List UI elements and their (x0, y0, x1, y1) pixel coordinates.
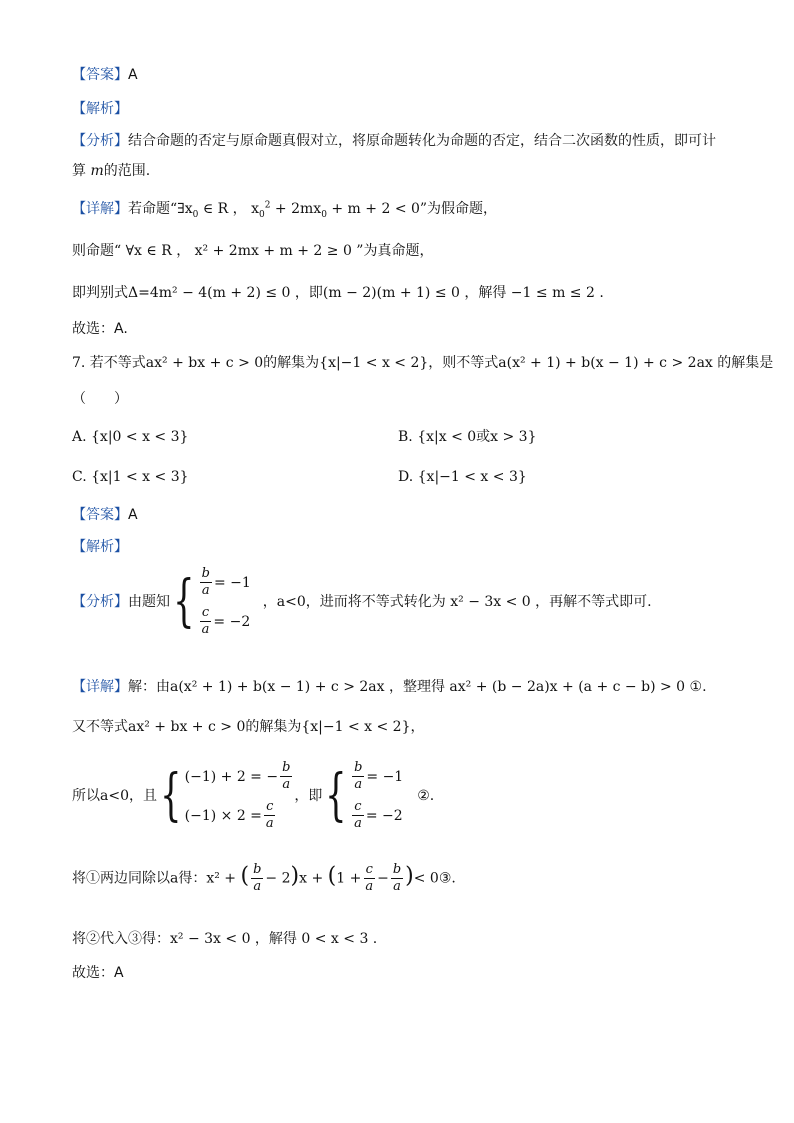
frac-den: a (365, 879, 374, 894)
fenxi-tag: 【分析】 (72, 594, 128, 610)
fenxi-line-7 (72, 566, 652, 638)
substitute-line: 将②代入③得：x² − 3x < 0 ，解得 0 < x < 3 . (72, 931, 378, 947)
answer-value: A (128, 507, 138, 523)
frac-den: a (201, 583, 210, 598)
option-b-text: {x|x < 0或x > 3} (417, 429, 537, 445)
answer-value: A (128, 67, 138, 83)
choice-line-7: 故选：A (72, 965, 124, 981)
system-3 (350, 760, 403, 832)
option-d (398, 466, 527, 488)
analysis-tag: 【解析】 (72, 539, 128, 555)
option-d-text: {x|−1 < x < 3} (417, 469, 527, 485)
sys2-row2-lhs: (−1) × 2 = (184, 807, 262, 824)
option-c-text: {x|1 < x < 3} (91, 469, 189, 485)
frac-num: b (201, 566, 210, 581)
option-b (398, 426, 537, 448)
frac-num: c (365, 862, 373, 877)
frac-den: a (201, 622, 210, 637)
sys1-row2-rhs: = −2 (213, 613, 251, 630)
option-a (72, 426, 188, 448)
frac-den: a (265, 816, 274, 831)
fenxi-text: 结合命题的否定与原命题真假对立，将原命题转化为命题的否定，结合二次函数的性质，即可计 (128, 133, 716, 149)
solution-set-line: 又不等式ax² + bx + c > 0的解集为{x|−1 < x < 2}， (72, 719, 425, 735)
xiangjie-tag: 【详解】 (72, 679, 128, 695)
divide-minus: − (377, 870, 389, 887)
answer-line-7 (72, 504, 138, 526)
left-brace: { (173, 569, 195, 634)
option-d-label: D. (398, 469, 414, 485)
xiangjie-text: 解：由a(x² + 1) + b(x − 1) + c > 2ax ，整理得 ax² + (b − 2a)x + (a + c − b) > 0 ①. (128, 679, 707, 695)
q7-stem-blank: （ ） (72, 391, 128, 407)
suoyi-pre: 所以a<0，且 (72, 788, 157, 804)
fenxi-text-cont: 算 (72, 163, 86, 179)
option-c-label: C. (72, 469, 87, 485)
option-b-label: B. (398, 429, 413, 445)
frac-num: c (201, 605, 210, 620)
sys1-row1-rhs: = −1 (213, 574, 251, 591)
frac-den: a (282, 777, 291, 792)
xiangjie-part-a: 若命题“∃x (128, 201, 193, 217)
ji-text: ，即 (294, 788, 323, 804)
frac-num: b (354, 760, 363, 775)
divide-pre: 将①两边同除以a得：x² + (72, 870, 241, 887)
fenxi-pre: 由题知 (128, 594, 170, 610)
frac-num: c (266, 799, 274, 814)
frac-den: a (354, 816, 362, 831)
divide-mid1: − 2 (265, 870, 291, 887)
option-c (72, 466, 189, 488)
xiangjie-line-7 (72, 676, 707, 698)
frac-den: a (354, 777, 363, 792)
xiangjie-part-b: ∈ R ， x (198, 201, 259, 217)
frac-num: b (253, 862, 262, 877)
q7-stem: 7. 若不等式ax² + bx + c > 0的解集为{x|−1 < x < 2}，则不等式a(x² + 1) + b(x − 1) + c > 2ax 的解集是 (72, 355, 774, 371)
analysis-tag: 【解析】 (72, 101, 128, 117)
frac-den: a (253, 879, 262, 894)
frac-den: a (393, 879, 401, 894)
suoyi-line (72, 760, 434, 832)
divide-line: 将①两边同除以a得：x² + ( $\frac{b}{a}$ − 2)x + (1 + $\frac{c}{a}$ − $\frac{b}{a}$ )< 0③. (72, 862, 456, 894)
analysis-heading-6 (72, 98, 128, 120)
system-1 (198, 566, 251, 638)
answer-tag: 【答案】 (72, 67, 128, 83)
xiangjie-tag: 【详解】 (72, 201, 128, 217)
answer-tag: 【答案】 (72, 507, 128, 523)
answer-line-6 (72, 64, 138, 86)
system-2 (185, 760, 295, 832)
fenxi-tag: 【分析】 (72, 133, 128, 149)
fenxi-line-6b (72, 160, 150, 182)
choice-line-6: 故选：A. (72, 321, 128, 337)
fenxi-text-end: 的范围. (103, 163, 151, 179)
frac-num: b (392, 862, 402, 877)
fenxi-post: ，a<0，进而将不等式转化为 x² − 3x < 0 ，再解不等式即可. (262, 594, 652, 610)
option-a-text: {x|0 < x < 3} (91, 429, 189, 445)
xiangjie-part-c: + 2mx (270, 201, 322, 217)
sys2-row1-lhs: (−1) + 2 = − (184, 768, 279, 785)
frac-num: c (354, 799, 362, 814)
sys3-row2-rhs: = −2 (365, 807, 403, 824)
circle-two: ②. (417, 788, 435, 804)
analysis-heading-7 (72, 536, 128, 558)
frac-num: b (282, 760, 291, 775)
line-discriminant: 即判别式Δ=4m² − 4(m + 2) ≤ 0 ，即(m − 2)(m + 1) ≤ 0 ，解得 −1 ≤ m ≤ 2 . (72, 285, 604, 301)
xiangjie-line-6: 【详解】若命题“$\exists x_0$ ∈ R ， $x_0^2 + 2mx_0 + m + 2 < 0$”为假命题， (72, 200, 498, 220)
left-brace: { (325, 763, 347, 828)
sys3-row1-rhs: = −1 (366, 768, 404, 785)
divide-post: < 0③. (413, 870, 456, 887)
option-a-label: A. (72, 429, 87, 445)
fenxi-line-6a (72, 130, 716, 152)
divide-one: 1 + (336, 870, 362, 887)
left-brace: { (160, 763, 182, 828)
divide-mid2: x + (299, 870, 328, 887)
line-true-proposition: 则命题“ ∀x ∈ R ， x² + 2mx + m + 2 ≥ 0 ”为真命题， (72, 243, 434, 259)
xiangjie-part-d: + m + 2 < 0”为假命题， (326, 201, 498, 217)
var-m: m (90, 163, 104, 179)
